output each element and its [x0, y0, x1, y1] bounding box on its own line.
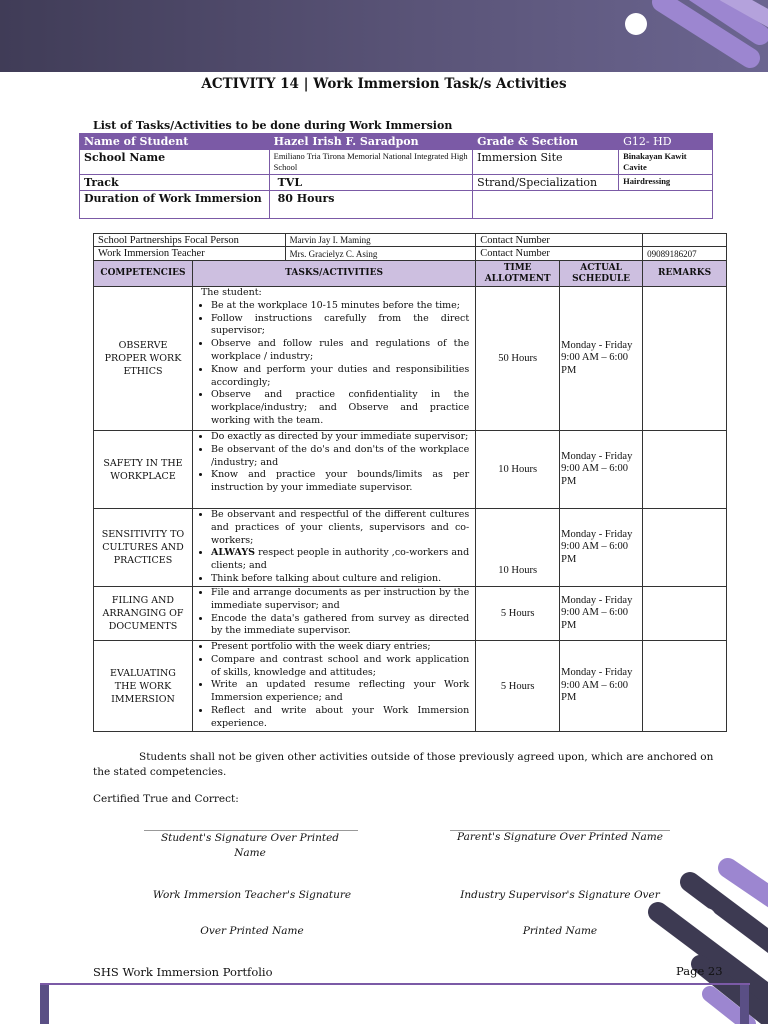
name-value: Hazel Irish F. Saradpon	[269, 134, 473, 150]
teacher-signature-caption: Work Immersion Teacher's Signature	[152, 889, 352, 901]
competency-cell: EVALUATING THE WORK IMMERSION	[94, 641, 193, 732]
schedule-cell: Monday - Friday 9:00 AM – 6:00 PM	[560, 431, 643, 509]
table-caption: List of Tasks/Activities to be done during Work Immersion	[93, 119, 453, 132]
remarks-cell	[643, 641, 727, 732]
task-item: • Do exactly as directed by your immediate supervisor;	[211, 431, 469, 444]
page-title: ACTIVITY 14 | Work Immersion Task/s Activities	[201, 76, 567, 92]
track-label: Track	[80, 175, 270, 191]
footer-bar-right	[740, 985, 749, 1024]
emphasis-text: ALWAYS	[210, 547, 255, 559]
student-info-table	[79, 133, 713, 219]
task-item: • Know and practice your bounds/limits as per instruction by your immediate supervisor.	[211, 469, 469, 495]
time-cell: 10 Hours	[476, 431, 560, 509]
footer-bar-left	[40, 985, 49, 1024]
task-item: • Reflect and write about your Work Immersion experience.	[211, 705, 469, 731]
task-item: • ALWAYS respect people in authority ,co-workers and clients; and	[211, 547, 469, 573]
policy-note	[93, 750, 723, 780]
task-item: • Follow instructions carefully from the direct supervisor;	[211, 313, 469, 339]
schedule-cell: Monday - Friday 9:00 AM – 6:00 PM	[560, 287, 643, 431]
policy-note-text: Students shall not be given other activities outside of those previously agreed upon, which are anchored on the stated competencies.	[93, 751, 714, 778]
tasks-cell	[192, 287, 475, 431]
name-label: Name of Student	[80, 134, 270, 150]
industry-signature-caption-2: Printed Name	[522, 925, 598, 937]
duration-value: 80 Hours	[269, 191, 473, 219]
grade-value: G12- HD	[619, 134, 713, 150]
duration-blank	[473, 191, 713, 219]
table-row	[94, 587, 727, 641]
task-item: • Present portfolio with the week diary entries;	[211, 641, 469, 654]
student-signature-caption: Student's Signature Over Printed Name	[160, 832, 340, 859]
school-label: School Name	[80, 150, 270, 175]
strand-value: Hairdressing	[619, 175, 713, 191]
task-item: • Encode the data's gathered from survey as directed by the immediate supervisor.	[211, 613, 469, 639]
track-value: TVL	[269, 175, 473, 191]
col-time: TIME ALLOTMENT	[476, 261, 560, 287]
table-row	[94, 641, 727, 732]
tasks-cell	[192, 509, 475, 587]
duration-label: Duration of Work Immersion	[80, 191, 270, 219]
contact-number-value-2: 09089186207	[643, 247, 727, 261]
table-row	[94, 509, 727, 587]
school-value: Emiliano Tria Tirona Memorial National Integrated High School	[269, 150, 473, 175]
page-number: Page 23	[676, 964, 723, 978]
table-row	[94, 431, 727, 509]
remarks-cell	[643, 587, 727, 641]
contact-number-value-1	[643, 234, 727, 247]
task-item: • Compare and contrast school and work application of skills, knowledge and attitudes;	[211, 654, 469, 680]
contact-number-label-1: Contact Number	[476, 234, 643, 247]
col-schedule: ACTUAL SCHEDULE	[560, 261, 643, 287]
footer-title: SHS Work Immersion Portfolio	[93, 965, 273, 979]
teacher-value: Mrs. Gracielyz C. Asing	[285, 247, 476, 261]
schedule-cell: Monday - Friday 9:00 AM – 6:00 PM	[560, 587, 643, 641]
site-label: Immersion Site	[473, 150, 619, 175]
top-right-decoration	[600, 0, 768, 80]
competency-cell: FILING AND ARRANGING OF DOCUMENTS	[94, 587, 193, 641]
remarks-cell	[643, 509, 727, 587]
certified-label: Certified True and Correct:	[93, 793, 239, 805]
competency-cell: SENSITIVITY TO CULTURES AND PRACTICES	[94, 509, 193, 587]
tasks-cell	[192, 641, 475, 732]
tasks-lead: The student:	[200, 287, 262, 298]
footer-line	[40, 983, 750, 985]
parent-signature-caption: Parent's Signature Over Printed Name	[457, 831, 663, 843]
focal-person-label: School Partnerships Focal Person	[94, 234, 286, 247]
time-cell: 5 Hours	[476, 641, 560, 732]
schedule-cell: Monday - Friday 9:00 AM – 6:00 PM	[560, 641, 643, 732]
task-item: • Write an updated resume reflecting your Work Immersion experience; and	[211, 679, 469, 705]
contact-number-label-2: Contact Number	[476, 247, 643, 261]
competency-cell: SAFETY IN THE WORKPLACE	[94, 431, 193, 509]
tasks-table	[93, 233, 727, 732]
task-item: • Know and perform your duties and responsibilities accordingly;	[211, 364, 469, 390]
task-item: • Observe and follow rules and regulations of the workplace / industry;	[211, 338, 469, 364]
remarks-cell	[643, 287, 727, 431]
grade-label: Grade & Section	[473, 134, 619, 150]
task-item: • Observe and practice confidentiality in the workplace/industry; and Observe and practice working with the team.	[211, 389, 469, 427]
tasks-cell	[192, 587, 475, 641]
task-item: • Think before talking about culture and religion.	[211, 573, 469, 586]
industry-signature-caption: Industry Supervisor's Signature Over	[460, 889, 660, 901]
site-value: Binakayan Kawit Cavite	[619, 150, 713, 175]
teacher-signature-caption-2: Over Printed Name	[200, 925, 304, 937]
table-row	[94, 287, 727, 431]
tasks-cell	[192, 431, 475, 509]
focal-person-value: Marvin Jay I. Maming	[285, 234, 476, 247]
task-item: • Be observant of the do's and don'ts of the workplace /industry; and	[211, 444, 469, 470]
col-competencies: COMPETENCIES	[94, 261, 193, 287]
task-item: • Be observant and respectful of the different cultures and practices of your clients, supervisors and co-workers;	[211, 509, 469, 547]
task-item: • File and arrange documents as per instruction by the immediate supervisor; and	[211, 587, 469, 613]
remarks-cell	[643, 431, 727, 509]
time-cell: 50 Hours	[476, 287, 560, 431]
competency-cell: OBSERVE PROPER WORK ETHICS	[94, 287, 193, 431]
teacher-label: Work Immersion Teacher	[94, 247, 286, 261]
task-item: • Be at the workplace 10-15 minutes before the time;	[211, 300, 469, 313]
strand-label: Strand/Specialization	[473, 175, 619, 191]
time-cell: 10 Hours	[476, 509, 560, 587]
col-remarks: REMARKS	[643, 261, 727, 287]
col-tasks: TASKS/ACTIVITIES	[192, 261, 475, 287]
schedule-cell: Monday - Friday 9:00 AM – 6:00 PM	[560, 509, 643, 587]
time-cell: 5 Hours	[476, 587, 560, 641]
